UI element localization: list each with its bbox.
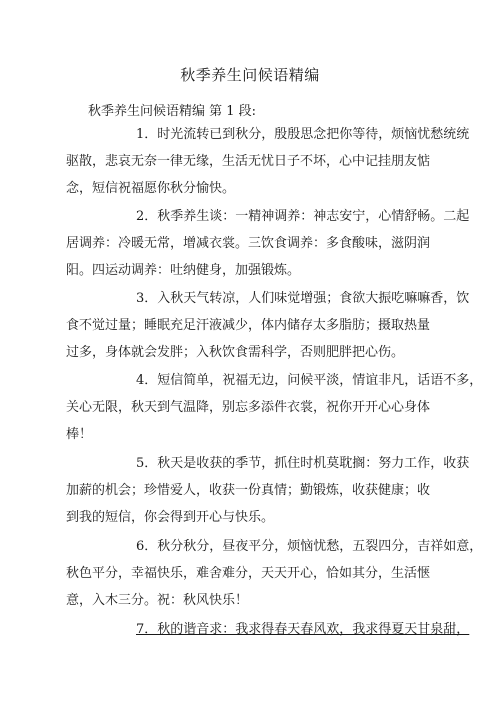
document-title: 秋季养生问候语精编 [180,66,320,84]
document-subtitle: 秋季养生问候语精编 第 1 段: [88,104,257,119]
paragraph-line: 关心无限，秋天到气温降，别忘多添件衣裳，祝你开开心心身体 [66,400,431,415]
paragraph-line: 7．秋的谐音求：我求得春天春风欢，我求得夏天甘泉甜， [136,622,470,637]
paragraph-line: 秋色平分，幸福快乐，难舍难分，天天开心，恰如其分，生活惬 [66,566,431,581]
paragraph-line: 念，短信祝福愿你秋分愉快。 [66,181,236,196]
paragraph-5 [66,450,470,531]
paragraph-line: 1．时光流转已到秋分，殷殷思念把你等待，烦恼忧愁统统 [136,127,470,142]
paragraph-line: 4．短信简单，祝福无边，问候平淡，情谊非凡，话语不多， [136,373,483,388]
paragraph-line: 6．秋分秋分，昼夜平分，烦恼忧愁，五裂四分，吉祥如意， [136,539,483,554]
paragraph-line: 食不觉过量；睡眠充足汗液减少，体内储存太多脂肪；摄取热量 [66,318,431,333]
paragraph-6 [66,533,483,614]
paragraph-line: 到我的短信，你会得到开心与快乐。 [66,510,275,525]
paragraph-line: 2．秋季养生谈：一精神调养：神志安宁，心情舒畅。二起 [136,209,470,224]
paragraph-2 [66,203,470,284]
paragraph-line: 驱散，悲哀无奈一律无缘，生活无忧日子不坏，心中记挂朋友惦 [66,154,431,169]
paragraph-line: 意，入木三分。祝：秋风快乐！ [66,593,249,608]
paragraph-3 [66,285,470,366]
paragraph-1 [66,121,470,202]
paragraph-line: 3．入秋天气转凉，人们味觉增强；食欲大振吃嘛嘛香，饮 [136,291,470,306]
paragraph-line: 过多，身体就会发胖；入秋饮食需科学，否则肥胖把心伤。 [66,345,405,360]
paragraph-7 [66,616,470,643]
paragraph-line: 加薪的机会；珍惜爱人，收获一份真情；勤锻炼，收获健康；收 [66,483,431,498]
paragraph-line: 5．秋天是收获的季节，抓住时机莫耽搁：努力工作，收获 [136,456,470,471]
paragraph-line: 棒！ [66,427,93,442]
paragraph-4 [66,367,483,448]
paragraph-line: 居调养：冷暖无常，增减衣裳。三饮食调养：多食酸味，滋阴润 [66,236,431,251]
paragraph-line: 阳。四运动调养：吐纳健身，加强锻炼。 [66,263,301,278]
